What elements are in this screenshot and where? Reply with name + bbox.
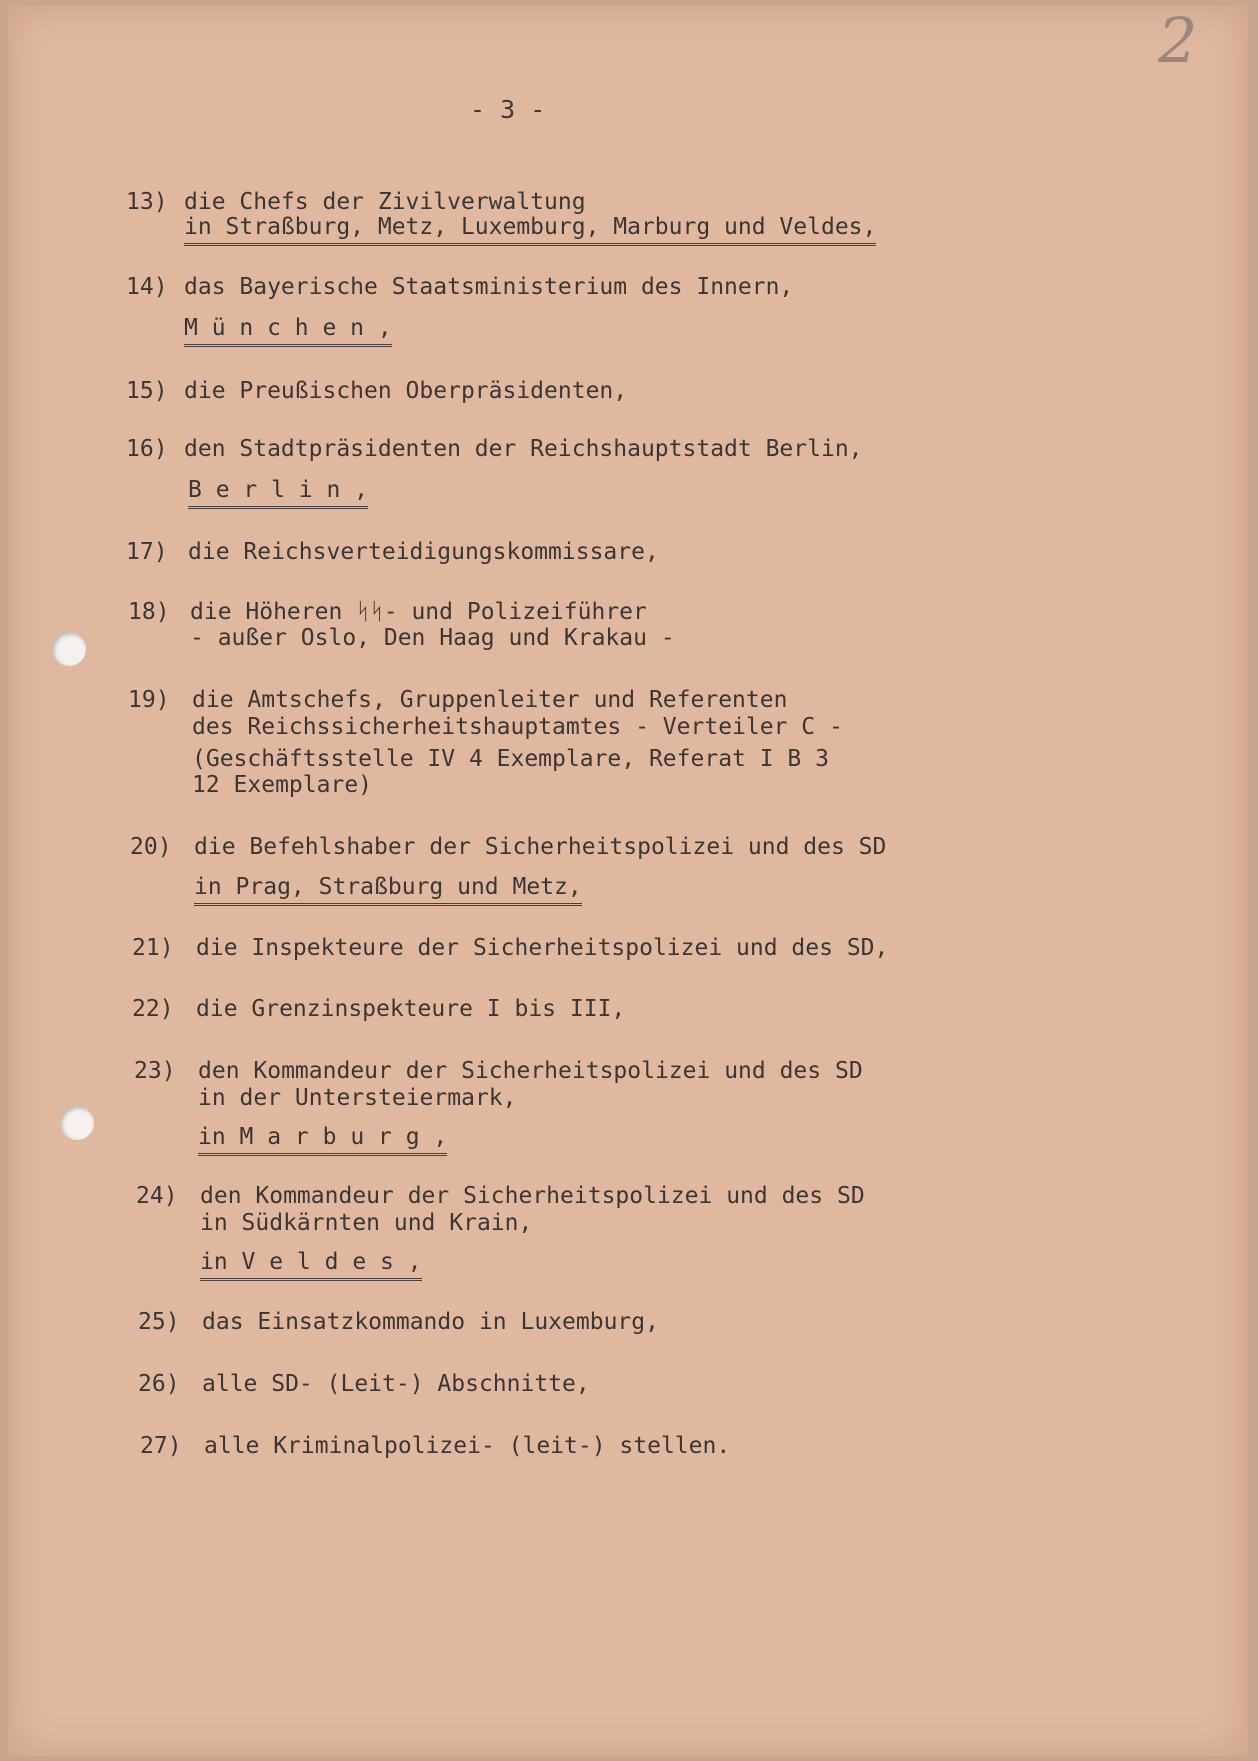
item-line: alle Kriminalpolizei- (leit-) stellen. <box>204 1433 731 1459</box>
item-line-underlined: B e r l i n , <box>188 476 368 509</box>
item-number: 23) <box>134 1058 176 1084</box>
item-number: 25) <box>138 1309 180 1335</box>
item-line: die Chefs der Zivilverwaltung <box>184 189 586 215</box>
item-number: 26) <box>138 1371 180 1397</box>
item-number: 15) <box>126 378 168 404</box>
item-line-underlined: in M a r b u r g , <box>198 1123 447 1156</box>
item-line-underlined: in V e l d e s , <box>200 1248 422 1281</box>
item-number: 13) <box>126 189 168 215</box>
item-number: 16) <box>126 436 168 462</box>
item-number: 24) <box>136 1183 178 1209</box>
item-number: 14) <box>126 274 168 300</box>
item-number: 21) <box>132 935 174 961</box>
item-line: - außer Oslo, Den Haag und Krakau - <box>190 625 675 651</box>
item-line: den Kommandeur der Sicherheitspolizei und des SD <box>200 1183 865 1209</box>
item-line: alle SD- (Leit-) Abschnitte, <box>202 1371 590 1397</box>
item-line-underlined: in Straßburg, Metz, Luxemburg, Marburg und Veldes, <box>184 213 876 246</box>
list-item <box>140 1432 731 1519</box>
item-line: die Befehlshaber der Sicherheitspolizei und des SD <box>194 834 887 860</box>
handwritten-page-number: 2 <box>1158 4 1198 77</box>
item-number: 19) <box>128 687 170 713</box>
item-number: 18) <box>128 599 170 625</box>
item-line: die Preußischen Oberpräsidenten, <box>184 378 628 404</box>
item-number: 27) <box>140 1433 182 1459</box>
punch-hole-upper <box>52 632 86 666</box>
item-number: 20) <box>130 834 172 860</box>
item-line: das Einsatzkommando in Luxemburg, <box>202 1309 659 1335</box>
item-line: 12 Exemplare) <box>192 772 373 798</box>
item-line: die Amtschefs, Gruppenleiter und Referenten <box>192 687 788 713</box>
item-number: 17) <box>126 539 168 565</box>
page-number: - 3 - <box>470 95 546 124</box>
item-line: in der Untersteiermark, <box>198 1085 517 1111</box>
item-line-underlined: M ü n c h e n , <box>184 314 392 347</box>
item-line: das Bayerische Staatsministerium des Innern, <box>184 274 794 300</box>
item-line: die Höheren ᛋᛋ- und Polizeiführer <box>190 599 647 625</box>
punch-hole-lower <box>60 1106 94 1140</box>
item-line: die Inspekteure der Sicherheitspolizei und des SD, <box>196 935 889 961</box>
list-item <box>126 273 794 389</box>
list-item <box>126 435 863 551</box>
item-line: (Geschäftsstelle IV 4 Exemplare, Referat I B 3 <box>192 746 829 772</box>
item-line: die Grenzinspekteure I bis III, <box>196 996 626 1022</box>
item-line: den Stadtpräsidenten der Reichshauptstadt Berlin, <box>184 436 863 462</box>
item-line-underlined: in Prag, Straßburg und Metz, <box>194 873 582 906</box>
item-line: des Reichssicherheitshauptamtes - Verteiler C - <box>192 714 843 740</box>
item-line: den Kommandeur der Sicherheitspolizei und des SD <box>198 1058 863 1084</box>
item-line: die Reichsverteidigungskommissare, <box>188 539 659 565</box>
item-line: in Südkärnten und Krain, <box>200 1210 533 1236</box>
item-number: 22) <box>132 996 174 1022</box>
